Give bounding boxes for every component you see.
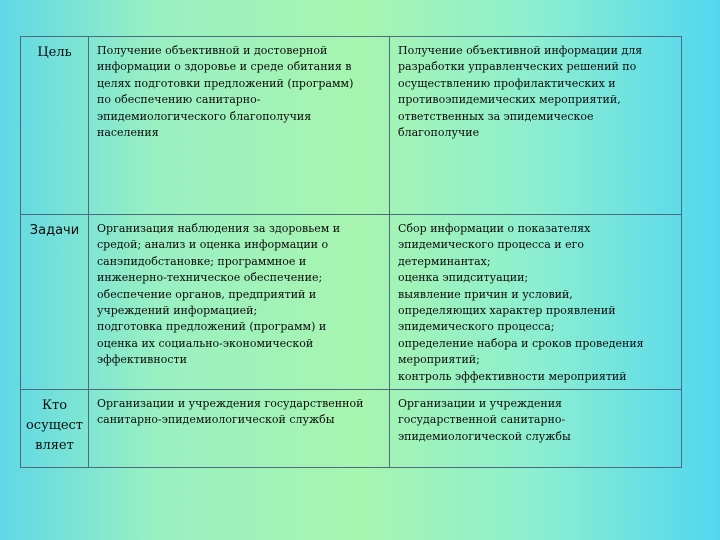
row-label-tasks: Задачи <box>21 215 89 390</box>
cell-performer-col1: Организации и учреждения государственной санитарно-эпидемиологической службы <box>89 390 390 468</box>
cell-tasks-col1: Организация наблюдения за здоровьем и средой; анализ и оценка информации о санэпидобстановке; программное и инженерно-техническое обеспечение; обеспечение органов, предприятий и учреждений информацией; подготовка предложений (программ) и оценка их социально-экономической эффективности <box>89 215 390 390</box>
row-label-goal: Цель <box>21 37 89 215</box>
cell-goal-col2: Получение объективной информации для разработки управленческих решений по осуществлению профилактических и противоэпидемических мероприятий, ответственных за эпидемическое благополучие <box>390 37 682 215</box>
table-row-tasks <box>21 215 682 390</box>
comparison-table <box>20 36 682 468</box>
cell-goal-col1: Получение объективной и достоверной информации о здоровье и среде обитания в целях подготовки предложений (программ) по обеспечению санитарно- эпидемиологического благополучия населения <box>89 37 390 215</box>
row-label-performer: Кто осущест вляет <box>21 390 89 468</box>
table-row-performer <box>21 390 682 468</box>
table-row-goal <box>21 37 682 215</box>
cell-tasks-col2: Сбор информации о показателях эпидемического процесса и его детерминантах; оценка эпидситуации; выявление причин и условий, определяющих характер проявлений эпидемического процесса; определение набора и сроков проведения мероприятий; контроль эффективности мероприятий <box>390 215 682 390</box>
cell-performer-col2: Организации и учреждения государственной санитарно- эпидемиологической службы <box>390 390 682 468</box>
